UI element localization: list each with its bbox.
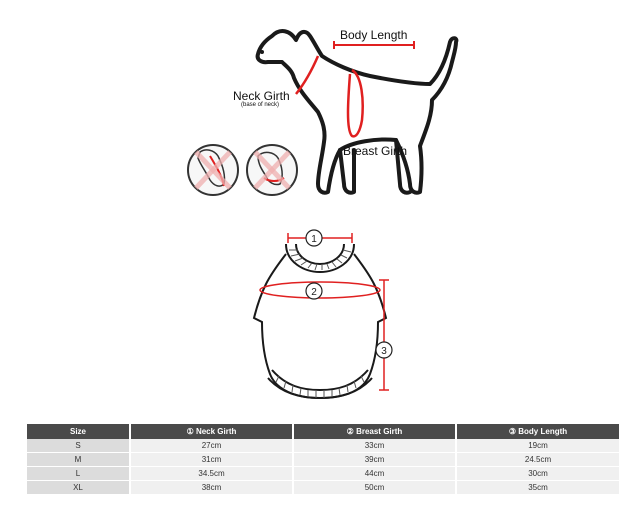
header-body-length: ③ Body Length bbox=[456, 424, 619, 439]
neck-girth-label: Neck Girth bbox=[233, 89, 290, 103]
size-label: XL bbox=[27, 481, 130, 495]
header-breast-girth: ② Breast Girth bbox=[293, 424, 456, 439]
size-label: L bbox=[27, 467, 130, 481]
marker-3 bbox=[376, 342, 392, 358]
body-length-value: 24.5cm bbox=[456, 453, 619, 467]
body-length-guide bbox=[379, 280, 389, 390]
breast-girth-value: 39cm bbox=[293, 453, 456, 467]
table-row bbox=[27, 439, 619, 453]
breast-girth-value: 44cm bbox=[293, 467, 456, 481]
size-chart-table bbox=[27, 424, 619, 494]
wrong-fit-example-1-icon bbox=[188, 145, 238, 195]
neck-girth-value: 38cm bbox=[130, 481, 293, 495]
table-row bbox=[27, 481, 619, 495]
sweater-outline-icon bbox=[254, 244, 386, 398]
table-row bbox=[27, 467, 619, 481]
body-length-value: 19cm bbox=[456, 439, 619, 453]
body-length-value: 35cm bbox=[456, 481, 619, 495]
marker-2 bbox=[306, 283, 322, 299]
breast-girth-marker bbox=[348, 70, 363, 136]
dog-nose-icon bbox=[260, 50, 264, 54]
body-length-marker bbox=[334, 41, 414, 49]
size-label: M bbox=[27, 453, 130, 467]
breast-girth-label: Breast Girth bbox=[343, 144, 408, 158]
wrong-fit-example-2-icon bbox=[247, 145, 297, 195]
neck-girth-value: 34.5cm bbox=[130, 467, 293, 481]
breast-girth-value: 33cm bbox=[293, 439, 456, 453]
marker-1 bbox=[306, 230, 322, 246]
neck-girth-value: 27cm bbox=[130, 439, 293, 453]
marker-3-label: 3 bbox=[381, 346, 387, 357]
header-size: Size bbox=[27, 424, 130, 439]
body-length-label: Body Length bbox=[340, 28, 408, 42]
header-neck-girth: ① Neck Girth bbox=[130, 424, 293, 439]
neck-girth-sublabel: (base of neck) bbox=[241, 102, 280, 108]
table-header-row bbox=[27, 424, 619, 439]
size-label: S bbox=[27, 439, 130, 453]
neck-girth-marker bbox=[296, 56, 318, 94]
body-length-value: 30cm bbox=[456, 467, 619, 481]
table-row bbox=[27, 453, 619, 467]
marker-2-label: 2 bbox=[311, 287, 317, 298]
neck-girth-value: 31cm bbox=[130, 453, 293, 467]
breast-girth-value: 50cm bbox=[293, 481, 456, 495]
marker-1-label: 1 bbox=[311, 234, 317, 245]
